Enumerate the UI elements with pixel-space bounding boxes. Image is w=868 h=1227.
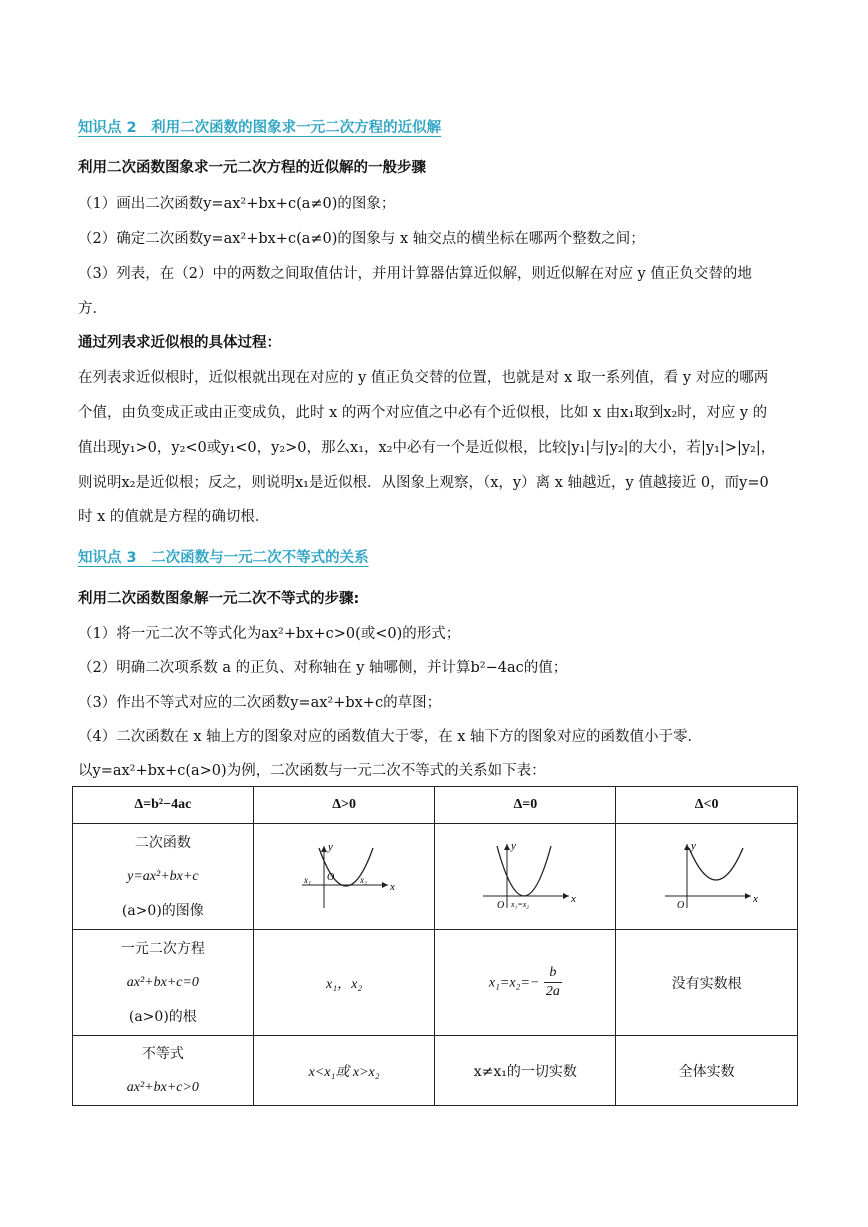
fraction-b-over-2a: [544, 964, 562, 1001]
row-graph-label: [73, 824, 254, 930]
process-line-2: 个值，由负变成正或由正变成负，此时 x 的两个对应值之中必有个近似根，比如 x 由x₁取到x₂时，对应 y 的: [78, 405, 768, 421]
ineq-step-4: （4）二次函数在 x 轴上方的图象对应的函数值大于零，在 x 轴下方的图象对应的函数值小于零．: [78, 729, 703, 745]
process-line-1: 在列表求近似根时，近似根就出现在对应的 y 值正负交替的位置，也就是对 x 取一系列值，看 y 对应的哪两: [78, 370, 769, 386]
process-line-4: 则说明x₂是近似根；反之，则说明x₁是近似根．从图象上观察，（x，y）离 x 轴越近，y 值越接近 0，而y=0: [78, 475, 769, 491]
svg-text:x: x: [752, 892, 758, 905]
process-line-3: 值出现y₁>0，y₂<0或y₁<0，y₂>0，那么x₁，x₂中必有一个是近似根，比较|y₁|与|y₂|的大小，若|y₁|>|y₂|，: [78, 440, 776, 456]
double-root-expr: x₁=x₂=−: [488, 975, 540, 991]
parabola-two-roots-graph: [294, 840, 394, 910]
solution-two-roots: x<x₁或 x>x₂: [253, 1036, 435, 1106]
relation-table: [72, 786, 798, 1106]
roots-two-distinct: x₁，x₂: [253, 930, 435, 1036]
table-row-roots: [73, 930, 798, 1036]
section-2-heading: 知识点 2 利用二次函数的图象求一元二次方程的近似解: [78, 120, 442, 136]
row-inequality-label: [73, 1036, 254, 1106]
fraction-numerator: b: [544, 964, 562, 983]
row-graph-label-2: y=ax²+bx+c: [127, 868, 199, 884]
section-3-steps-title: 利用二次函数图象解一元二次不等式的步骤:: [78, 591, 360, 607]
row-roots-label-2: ax²+bx+c=0: [126, 974, 199, 990]
step-2: （2）确定二次函数y=ax²+bx+c(a≠0)的图象与 x 轴交点的横坐标在哪两个整数之间；: [78, 231, 645, 247]
svg-text:x: x: [390, 880, 395, 893]
svg-text:y: y: [511, 839, 517, 852]
row-roots-label: [73, 930, 254, 1036]
section-3-heading: 知识点 3 二次函数与一元二次不等式的关系: [78, 550, 369, 566]
solution-one-root: x≠x₁的一切实数: [435, 1036, 616, 1106]
header-delta-zero: Δ=0: [435, 787, 616, 824]
parabola-no-root-graph: [657, 840, 757, 910]
solution-no-root: 全体实数: [616, 1036, 798, 1106]
ineq-step-3: （3）作出不等式对应的二次函数y=ax²+bx+c的草图；: [78, 695, 442, 711]
svg-text:x: x: [571, 892, 577, 905]
ineq-step-1: （1）将一元二次不等式化为ax²+bx+c>0(或<0)的形式；: [78, 626, 461, 642]
svg-text:y: y: [690, 839, 696, 852]
row-graph-label-3: (a>0)的图像: [121, 902, 204, 919]
row-graph-label-1: 二次函数: [134, 834, 191, 851]
svg-text:x₂: x₂: [360, 874, 368, 885]
fraction-denominator: 2a: [545, 984, 560, 999]
graph-cell-no-root: [616, 824, 798, 930]
svg-text:O: O: [497, 899, 505, 911]
process-title: 通过列表求近似根的具体过程：: [78, 335, 281, 351]
header-delta-positive: Δ>0: [253, 787, 435, 824]
table-row-graph: [73, 824, 798, 930]
process-line-5: 时 x 的值就是方程的确切根．: [78, 509, 270, 525]
svg-text:x₁: x₁: [304, 874, 312, 885]
row-roots-label-3: (a>0)的根: [128, 1008, 197, 1025]
roots-double: [435, 930, 616, 1036]
svg-text:y: y: [328, 840, 333, 853]
table-header-row: [73, 787, 798, 824]
header-discriminant: Δ=b²−4ac: [73, 787, 254, 824]
graph-cell-two-roots: [253, 824, 435, 930]
parabola-one-root-graph: [475, 840, 575, 910]
section-2-steps-title: 利用二次函数图象求一元二次方程的近似解的一般步骤: [78, 160, 426, 176]
graph-cell-one-root: [435, 824, 616, 930]
table-intro: 以y=ax²+bx+c(a>0)为例，二次函数与一元二次不等式的关系如下表：: [78, 763, 546, 779]
row-roots-label-1: 一元二次方程: [120, 940, 205, 957]
step-3-line-1: （3）列表，在（2）中的两数之间取值估计，并用计算器估算近似解，则近似解在对应 y 值正负交替的地: [78, 266, 752, 282]
svg-text:O: O: [676, 899, 684, 911]
roots-none: 没有实数根: [616, 930, 798, 1036]
row-inequality-label-2: ax²+bx+c>0: [126, 1079, 199, 1095]
svg-text:x₁=x₂: x₁=x₂: [511, 899, 530, 909]
step-1: （1）画出二次函数y=ax²+bx+c(a≠0)的图象；: [78, 196, 396, 212]
svg-text:O: O: [327, 871, 335, 883]
step-3-line-2: 方．: [78, 301, 107, 317]
table-row-inequality: [73, 1036, 798, 1106]
ineq-step-2: （2）明确二次项系数 a 的正负、对称轴在 y 轴哪侧，并计算b²−4ac的值；: [78, 660, 568, 676]
header-delta-negative: Δ<0: [616, 787, 798, 824]
row-inequality-label-1: 不等式: [141, 1045, 184, 1062]
